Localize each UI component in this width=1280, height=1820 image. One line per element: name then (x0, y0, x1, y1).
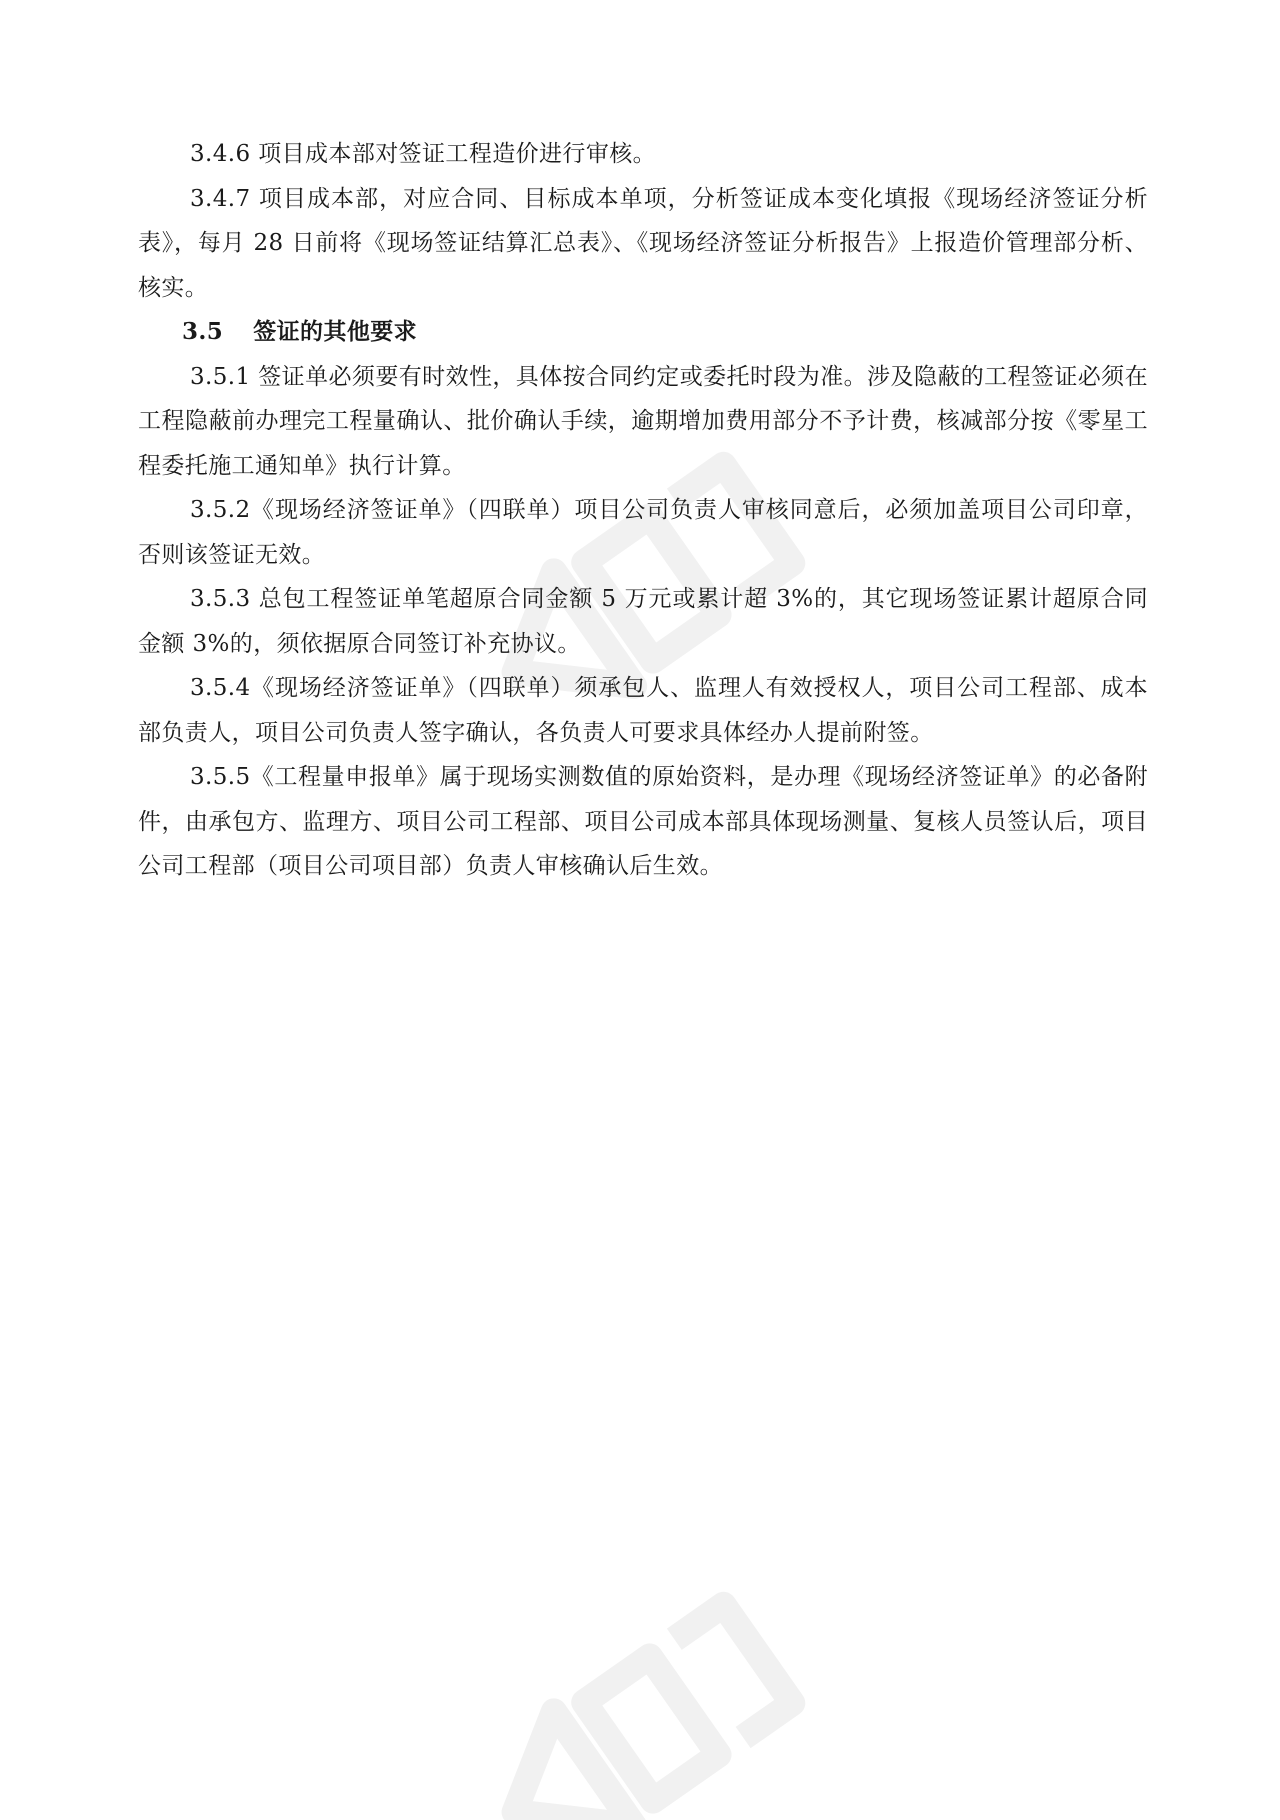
paragraph-3-5-2: 3.5.2《现场经济签证单》（四联单）项目公司负责人审核同意后，必须加盖项目公司印章，否则该签证无效。 (138, 497, 1148, 568)
paragraph-3-5-5: 3.5.5《工程量申报单》属于现场实测数值的原始资料，是办理《现场经济签证单》的必备附件，由承包方、监理方、项目公司工程部、项目公司成本部具体现场测量、复核人员签认后，项目公司工程部（项目公司项目部）负责人审核确认后生效。 (138, 764, 1148, 879)
section-number: 3.5 (182, 318, 224, 345)
paragraph-3-5-3: 3.5.3 总包工程签证单笔超原合同金额 5 万元或累计超 3%的，其它现场签证累计超原合同金额 3%的，须依据原合同签订补充协议。 (138, 586, 1148, 657)
paragraph-3-5-1: 3.5.1 签证单必须要有时效性，具体按合同约定或委托时段为准。涉及隐蔽的工程签证必须在工程隐蔽前办理完工程量确认、批价确认手续，逾期增加费用部分不予计费，核减部分按《零星工程委托施工通知单》执行计算。 (138, 363, 1148, 479)
document-body (138, 132, 1148, 889)
paragraph-3-5-4: 3.5.4《现场经济签证单》（四联单）须承包人、监理人有效授权人，项目公司工程部、成本部负责人，项目公司负责人签字确认，各负责人可要求具体经办人提前附签。 (138, 675, 1148, 746)
section-title: 签证的其他要求 (253, 318, 418, 345)
watermark-lower (455, 1560, 815, 1820)
paragraph-3-4-7: 3.4.7 项目成本部，对应合同、目标成本单项，分析签证成本变化填报《现场经济签证分析表》，每月 28 日前将《现场签证结算汇总表》、《现场经济签证分析报告》上报造价管理部分析、核实。 (138, 185, 1148, 301)
section-heading-3-5 (138, 310, 1148, 355)
paragraph-3-4-6: 3.4.6 项目成本部对签证工程造价进行审核。 (190, 141, 657, 167)
